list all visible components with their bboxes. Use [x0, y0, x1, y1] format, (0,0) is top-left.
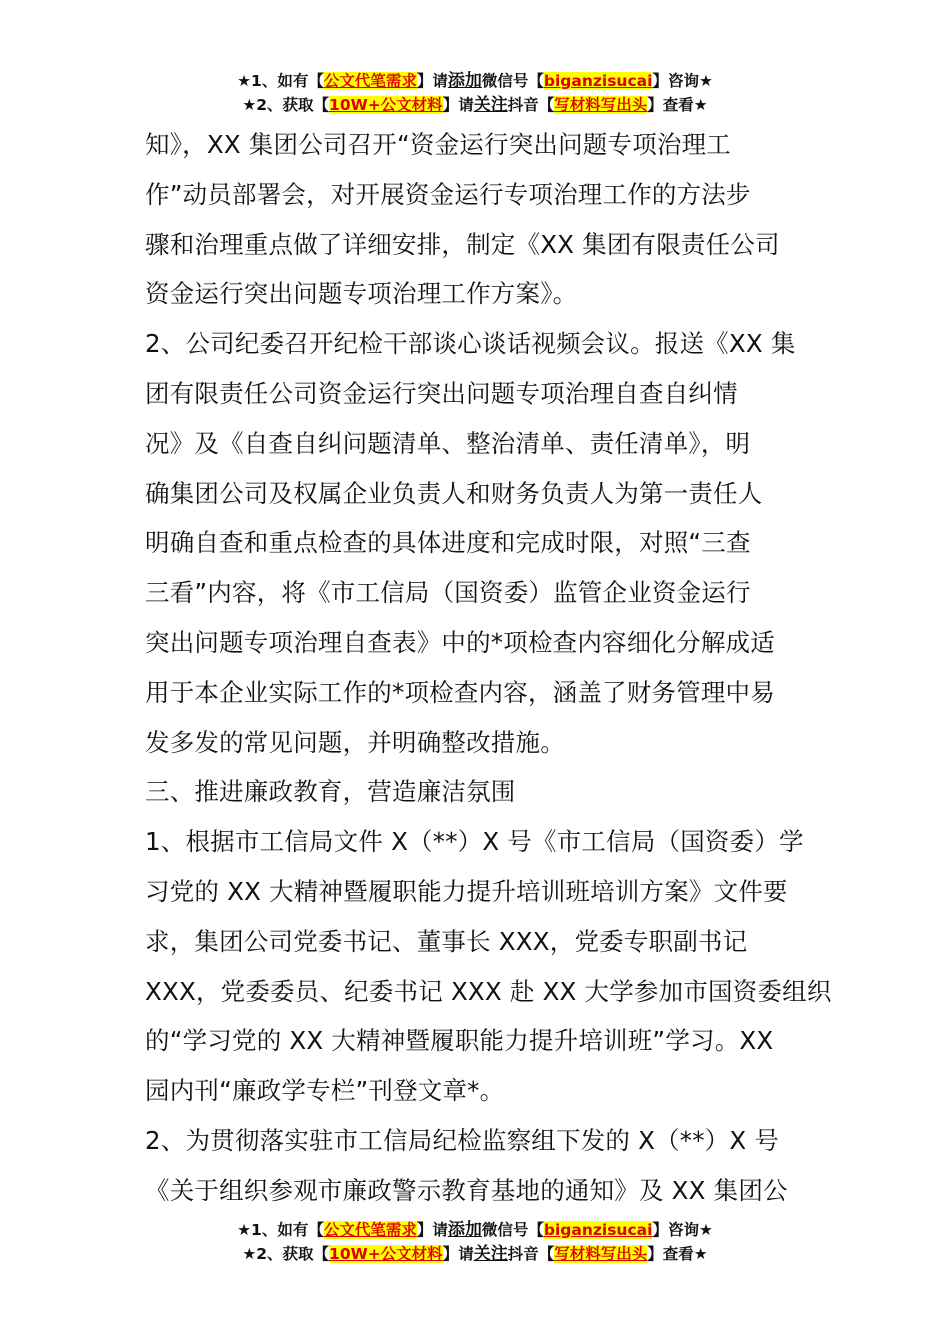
text: 】请 — [416, 1221, 448, 1239]
banner-line-2 — [0, 93, 950, 117]
header-banner — [0, 69, 950, 117]
underline: 关注 — [473, 95, 508, 115]
underline: 添加 — [447, 1220, 482, 1240]
text: 】咨询★ — [652, 1221, 713, 1239]
text-line: 作”动员部署会，对开展资金运行专项治理工作的方法步 — [145, 179, 751, 209]
text-line: 1、根据市工信局文件 X（**）X 号《市工信局（国资委）学 — [145, 827, 804, 857]
text-line: 求，集团公司党委书记、董事长 XXX，党委专职副书记 — [145, 926, 748, 956]
highlight: 10W+公文材料 — [329, 96, 443, 114]
text: ★1、如有【 — [237, 72, 324, 90]
text-line: 突出问题专项治理自查表》中的*项检查内容细化分解成适 — [145, 627, 775, 657]
text-line: 2、为贯彻落实驻市工信局纪检监察组下发的 X（**）X 号 — [145, 1125, 780, 1155]
text-line: 确集团公司及权属企业负责人和财务负责人为第一责任人 — [145, 478, 763, 508]
highlight: 写材料写出头 — [554, 96, 648, 114]
document-body — [145, 120, 832, 1216]
text-line: XXX，党委委员、纪委书记 XXX 赴 XX 大学参加市国资委组织 — [145, 976, 832, 1006]
text: 】查看★ — [647, 1245, 708, 1263]
banner-line-2 — [0, 1242, 950, 1266]
text: ★2、获取【 — [242, 1245, 330, 1263]
text: 】咨询★ — [652, 72, 713, 90]
banner-line-1 — [0, 1218, 950, 1242]
text-line: 三看”内容，将《市工信局（国资委）监管企业资金运行 — [145, 578, 751, 608]
text: 抖音【 — [507, 96, 555, 114]
footer-banner — [0, 1218, 950, 1266]
text-line: 况》及《自查自纠问题清单、整治清单、责任清单》，明 — [145, 428, 751, 458]
text: 抖音【 — [507, 1245, 555, 1263]
text: ★2、获取【 — [242, 96, 330, 114]
text-line: 习党的 XX 大精神暨履职能力提升培训班培训方案》文件要 — [145, 876, 788, 906]
highlight: biganzisucai — [543, 1221, 653, 1239]
text: 】请 — [442, 96, 474, 114]
text-line: 团有限责任公司资金运行突出问题专项治理自查自纠情 — [145, 378, 738, 408]
text-line: 的“学习党的 XX 大精神暨履职能力提升培训班”学习。XX — [145, 1026, 774, 1056]
text-line: 三、推进廉政教育，营造廉洁氛围 — [145, 777, 516, 807]
highlight: 10W+公文材料 — [329, 1245, 443, 1263]
text-line: 《关于组织参观市廉政警示教育基地的通知》及 XX 集团公 — [145, 1175, 788, 1205]
text-line: 明确自查和重点检查的具体进度和完成时限，对照“三查 — [145, 528, 751, 558]
highlight: 写材料写出头 — [554, 1245, 648, 1263]
text: 微信号【 — [481, 72, 544, 90]
highlight: 公文代笔需求 — [323, 72, 417, 90]
highlight: 公文代笔需求 — [323, 1221, 417, 1239]
text: 微信号【 — [481, 1221, 544, 1239]
text: 】请 — [442, 1245, 474, 1263]
underline: 关注 — [473, 1244, 508, 1264]
text-line: 用于本企业实际工作的*项检查内容，涵盖了财务管理中易 — [145, 677, 775, 707]
text-line: 骤和治理重点做了详细安排，制定《XX 集团有限责任公司 — [145, 229, 780, 259]
text: ★1、如有【 — [237, 1221, 324, 1239]
text-line: 发多发的常见问题，并明确整改措施。 — [145, 727, 565, 757]
banner-line-1 — [0, 69, 950, 93]
underline: 添加 — [447, 71, 482, 91]
text-line: 资金运行突出问题专项治理工作方案》。 — [145, 279, 578, 309]
text: 】查看★ — [647, 96, 708, 114]
text: 】请 — [416, 72, 448, 90]
text-line: 2、公司纪委召开纪检干部谈心谈话视频会议。报送《XX 集 — [145, 329, 796, 359]
highlight: biganzisucai — [543, 72, 653, 90]
text-line: 知》，XX 集团公司召开“资金运行突出问题专项治理工 — [145, 130, 731, 159]
text-line: 园内刊“廉政学专栏”刊登文章*。 — [145, 1076, 505, 1106]
